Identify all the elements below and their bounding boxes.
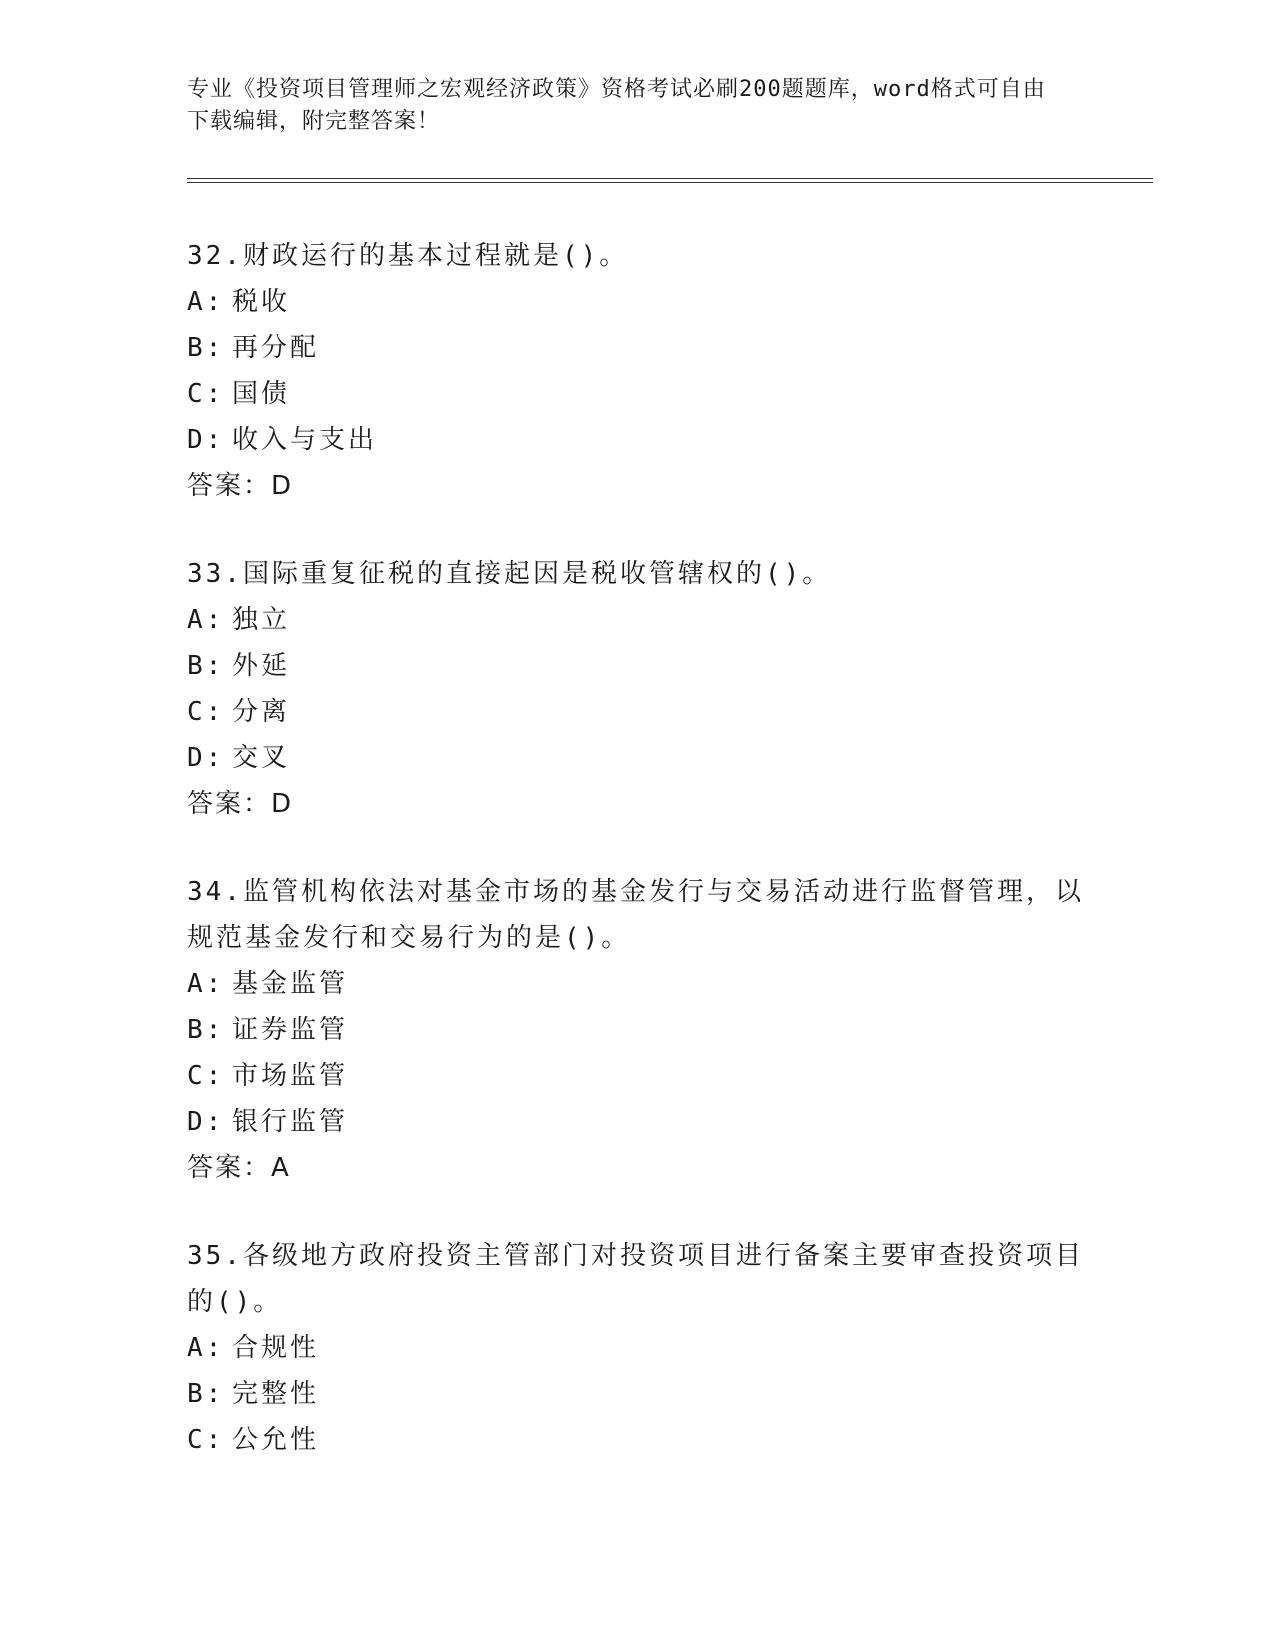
option-letter: A: [187,605,225,635]
answer-line: 答案：D [187,471,294,501]
option-text: 合规性 [232,1333,320,1363]
option-text: 收入与支出 [232,425,378,455]
question-list [187,233,1087,1505]
option-letter: B: [187,651,225,681]
option-letter: A: [187,969,225,999]
question-text: 33.国际重复征税的直接起因是税收管辖权的()。 [187,559,832,589]
option-d [187,735,1087,781]
option-b [187,1007,1087,1053]
option-b [187,643,1087,689]
option-letter: C: [187,697,225,727]
option-letter: B: [187,1015,225,1045]
header-divider [187,178,1153,183]
option-letter: A: [187,287,225,317]
question-33 [187,551,1087,827]
question-34 [187,869,1087,1191]
option-d [187,417,1087,463]
option-c [187,371,1087,417]
option-text: 分离 [232,697,291,727]
option-d [187,1099,1087,1145]
option-a [187,597,1087,643]
option-letter: A: [187,1333,225,1363]
option-c [187,1053,1087,1099]
option-text: 国债 [232,379,291,409]
option-letter: C: [187,1425,225,1455]
option-text: 市场监管 [232,1061,349,1091]
document-header: 专业《投资项目管理师之宏观经济政策》资格考试必刷200题题库，word格式可自由下载编辑，附完整答案！ [187,77,1046,134]
option-text: 独立 [232,605,291,635]
option-letter: C: [187,1061,225,1091]
question-32 [187,233,1087,509]
answer-line: 答案：D [187,789,294,819]
option-letter: D: [187,743,225,773]
option-text: 银行监管 [232,1107,349,1137]
question-35 [187,1233,1087,1463]
option-b [187,325,1087,371]
question-text: 35.各级地方政府投资主管部门对投资项目进行备案主要审查投资项目的()。 [187,1241,1084,1317]
question-text: 32.财政运行的基本过程就是()。 [187,241,629,271]
option-letter: D: [187,425,225,455]
option-a [187,1325,1087,1371]
option-text: 证券监管 [232,1015,349,1045]
option-b [187,1371,1087,1417]
option-a [187,961,1087,1007]
option-letter: B: [187,333,225,363]
option-c [187,689,1087,735]
option-text: 公允性 [232,1425,320,1455]
option-a [187,279,1087,325]
option-text: 税收 [232,287,291,317]
question-text: 34.监管机构依法对基金市场的基金发行与交易活动进行监督管理，以规范基金发行和交易行为的是()。 [187,877,1084,953]
option-text: 再分配 [232,333,320,363]
answer-line: 答案：A [187,1153,291,1183]
option-text: 完整性 [232,1379,320,1409]
option-text: 交叉 [232,743,291,773]
option-text: 外延 [232,651,291,681]
option-c [187,1417,1087,1463]
option-letter: D: [187,1107,225,1137]
option-text: 基金监管 [232,969,349,999]
option-letter: B: [187,1379,225,1409]
option-letter: C: [187,379,225,409]
